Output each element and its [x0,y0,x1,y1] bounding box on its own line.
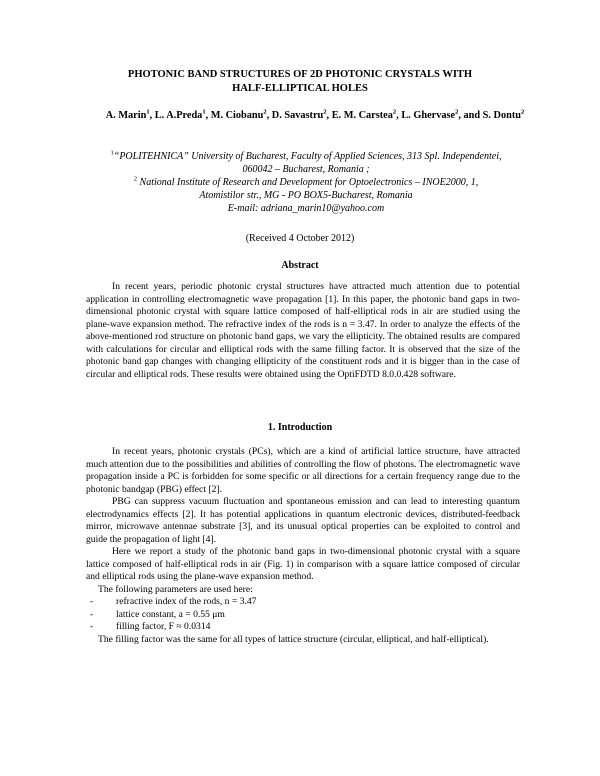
contact-email: E-mail: adriana_marin10@yahoo.com [227,203,385,214]
intro-paragraph-3: Here we report a study of the photonic band gaps in two-dimensional photonic crystal with a square lattice composed of half-elliptical rods in air (Fig. 1) in comparison with a square lattice composed of circular and elliptical rods using the plane-wave expansion method. [86,546,520,582]
author-name: M. Ciobanu [210,110,264,121]
author-affil-sup: 2 [392,108,397,116]
list-dash: - [90,621,94,632]
affiliations [96,150,516,215]
abstract-text: In recent years, periodic photonic crystal structures have attracted much attention due to potential application in controlling electromagnetic wave propagation [1]. In this paper, the photonic band gaps in two-dimensional photonic crystal with square lattice composed of half-elliptical rods in air are studied using the plane-wave expansion method. The refractive index of the rods is n = 3.47. In order to analyze the effects of the above-mentioned rod structure on photonic band gaps, we vary the ellipticity. The obtained results are compared with calculations for circular and elliptical rods with the same filling factor. It is observed that the size of the photonic band gap changes with changing ellipticity of the constituent rods and it is bigger than in the case of circular and elliptical rods. These results were obtained using the OptiFDTD 8.0.0.428 software. [86,281,520,380]
author-list: A. Marin$^1$, L. A.Preda$^1$, M. Ciobanu$^2$, D. Savastru$^2$, E. M. Carstea$^2$, L. Ghervase$^2$, and S. Dontu$^2$ [105,108,525,121]
list-item: - lattice constant, a = 0.55 μm [90,608,225,620]
title-line-1: PHOTONIC BAND STRUCTURES OF 2D PHOTONIC CRYSTALS WITH [127,69,473,80]
author-name: E. M. Carstea [331,110,393,121]
list-item: - refractive index of the rods, n = 3.47 [90,596,257,607]
abstract-heading: Abstract [281,260,319,271]
author-name: L. Ghervase [401,110,456,121]
author-affil-sup: 1 [146,108,150,116]
author-name: A. Marin [105,110,147,121]
list-dash: - [90,596,94,607]
parameter-list [86,596,520,634]
affiliation-2-line-2: Atomistilor str., MG - PO BOX5-Bucharest, Romania [199,190,413,201]
author-affil-sup: 2 [521,108,525,116]
author-affil-sup: 2 [263,108,267,116]
intro-paragraph-2: PBG can suppress vacuum fluctuation and spontaneous emission and can lead to interesting quantum electrodynamics effects [2]. It has potential applications in quantum electronic devices, distributed-feedback mirror, microwave antennae substrate [3], and its unusual optical properties can be exploited to control and guide the propagation of light [4]. [86,496,520,545]
intro-paragraph-4: The following parameters are used here: [98,583,253,595]
title-line-2: HALF-ELLIPTICAL HOLES [232,83,368,94]
affiliation-1-line-1: $^1$“POLITEHNICA” University of Bucharest, Faculty of Applied Sciences, 313 Spl. Independentei, [110,149,502,162]
author-affil-sup: 2 [323,108,327,116]
paper-title [60,68,540,96]
intro-paragraph-1: In recent years, photonic crystals (PCs), which are a kind of artificial lattice structure, have attracted much attention due to the possibilities and abilities of controlling the flow of photons. The electromagnetic wave propagation inside a PC is forbidden for some specific or all directions for a certain frequency range due to the photonic bandgap (PBG) effect [2]. [86,446,520,495]
author-affil-sup: 2 [455,108,459,116]
list-item: - filling factor, F ≈ 0.0314 [90,621,211,632]
intro-paragraph-5: The filling factor was the same for all types of lattice structure (circular, elliptical, and half-elliptical). [98,633,489,645]
received-date: (Received 4 October 2012) [245,233,355,244]
introduction-body [86,446,520,646]
list-dash: - [90,608,94,620]
affiliation-2-line-1: $^2$ National Institute of Research and Development for Optoelectronics – INOE2000, 1, [133,175,479,188]
author-affil-sup: 1 [202,108,206,116]
author-name: L. A.Preda [154,110,203,121]
introduction-heading: 1. Introduction [267,422,333,433]
author-name: S. Dontu [482,110,522,121]
affiliation-1-line-2: 060042 – Bucharest, Romania ; [242,164,370,175]
author-name: D. Savastru [271,110,324,121]
